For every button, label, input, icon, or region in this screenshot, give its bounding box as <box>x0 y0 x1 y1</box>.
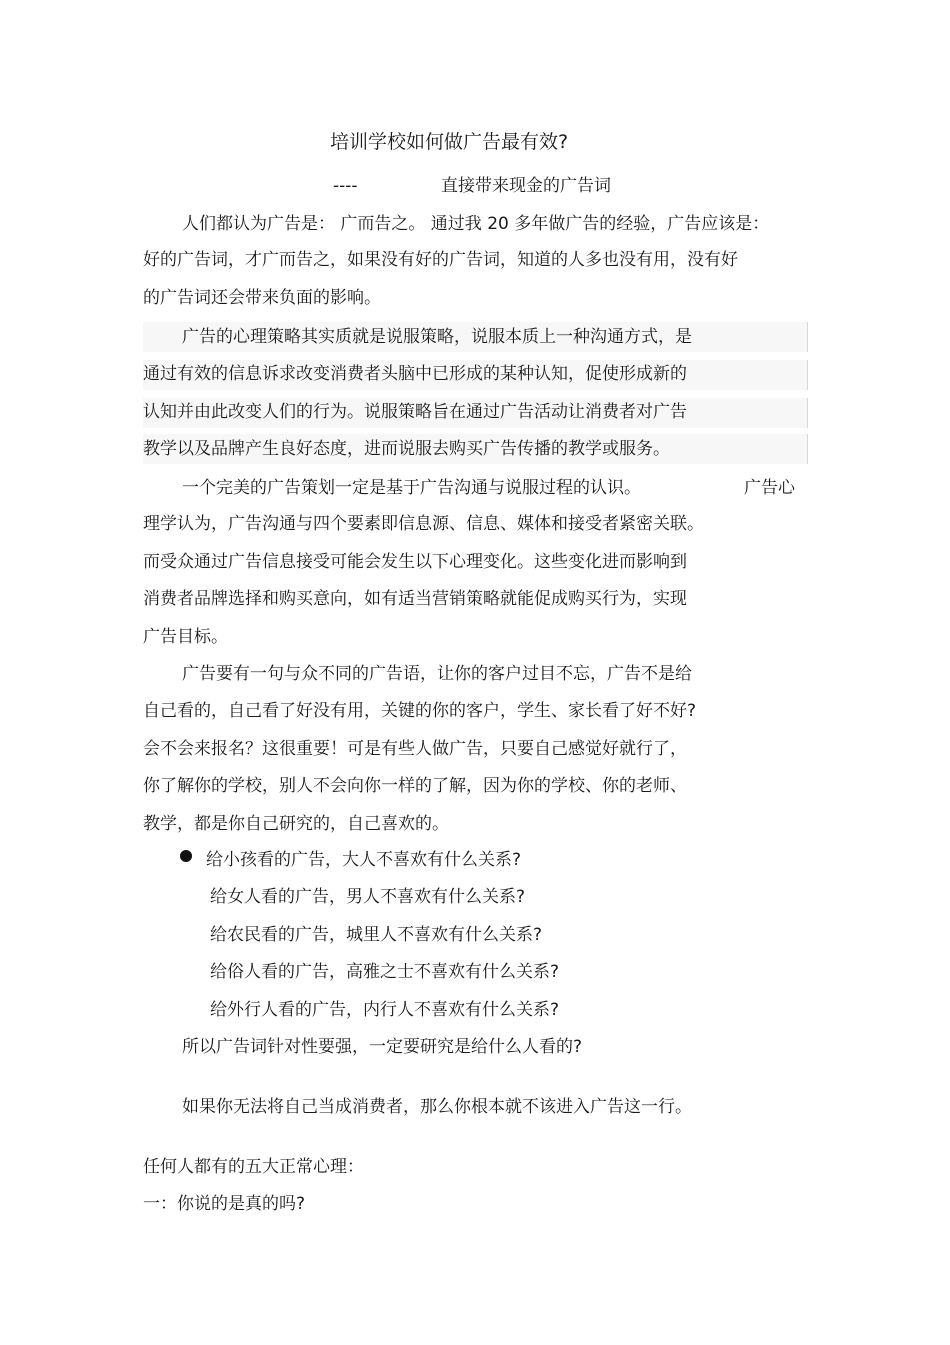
bullet-icon <box>180 850 192 862</box>
text-line: 的广告词还会带来负面的影响。 <box>143 288 381 308</box>
consumer-note: 如果你无法将自己当成消费者，那么你根本就不该进入广告这一行。 <box>182 1097 692 1117</box>
text-line: 广告目标。 <box>143 627 228 647</box>
document-title: 培训学校如何做广告最有效? <box>330 131 569 153</box>
text-line: 而受众通过广告信息接受可能会发生以下心理变化。这些变化进而影响到 <box>143 552 687 572</box>
text-line: 通过有效的信息诉求改变消费者头脑中已形成的某种认知，促使形成新的 <box>143 364 687 384</box>
list-item: 给小孩看的广告，大人不喜欢有什么关系? <box>206 850 522 870</box>
text-line: 广告要有一句与众不同的广告语，让你的客户过目不忘，广告不是给 <box>182 664 692 684</box>
list-item: 一：你说的是真的吗? <box>143 1194 306 1214</box>
subtitle-text: 直接带来现金的广告词 <box>441 176 611 196</box>
list-item: 给俗人看的广告，高雅之士不喜欢有什么关系? <box>210 962 560 982</box>
text-line: 广告心 <box>744 478 795 498</box>
conclusion-line: 所以广告词针对性要强，一定要研究是给什么人看的? <box>182 1037 583 1057</box>
list-item: 给外行人看的广告，内行人不喜欢有什么关系? <box>210 1000 560 1020</box>
text-line: 广告的心理策略其实质就是说服策略，说服本质上一种沟通方式，是 <box>182 327 692 347</box>
text-line: 认知并由此改变人们的行为。说服策略旨在通过广告活动让消费者对广告 <box>143 402 687 422</box>
text-line: 教学，都是你自己研究的，自己喜欢的。 <box>143 814 449 834</box>
text-line: 教学以及品牌产生良好态度，进而说服去购买广告传播的教学或服务。 <box>143 439 670 459</box>
text-line: 一个完美的广告策划一定是基于广告沟通与说服过程的认识。 <box>182 478 641 498</box>
list-item: 给农民看的广告，城里人不喜欢有什么关系? <box>210 925 543 945</box>
section-heading: 任何人都有的五大正常心理： <box>143 1157 364 1177</box>
list-item: 给女人看的广告，男人不喜欢有什么关系? <box>210 887 526 907</box>
text-line: 理学认为，广告沟通与四个要素即信息源、信息、媒体和接受者紧密关联。 <box>143 514 704 534</box>
text-line: 好的广告词，才广而告之，如果没有好的广告词，知道的人多也没有用，没有好 <box>143 250 738 270</box>
text-line: 自己看的，自己看了好没有用，关键的你的客户，学生、家长看了好不好? <box>143 701 697 721</box>
text-line: 人们都认为广告是： 广而告之。 通过我 20 多年做广告的经验，广告应该是： <box>182 214 770 234</box>
text-line: 会不会来报名？这很重要！可是有些人做广告，只要自己感觉好就行了， <box>143 739 687 759</box>
text-line: 消费者品牌选择和购买意向，如有适当营销策略就能促成购买行为，实现 <box>143 589 687 609</box>
subtitle-dash: ---- <box>333 176 358 196</box>
text-line: 你了解你的学校，别人不会向你一样的了解，因为你的学校、你的老师、 <box>143 776 687 796</box>
